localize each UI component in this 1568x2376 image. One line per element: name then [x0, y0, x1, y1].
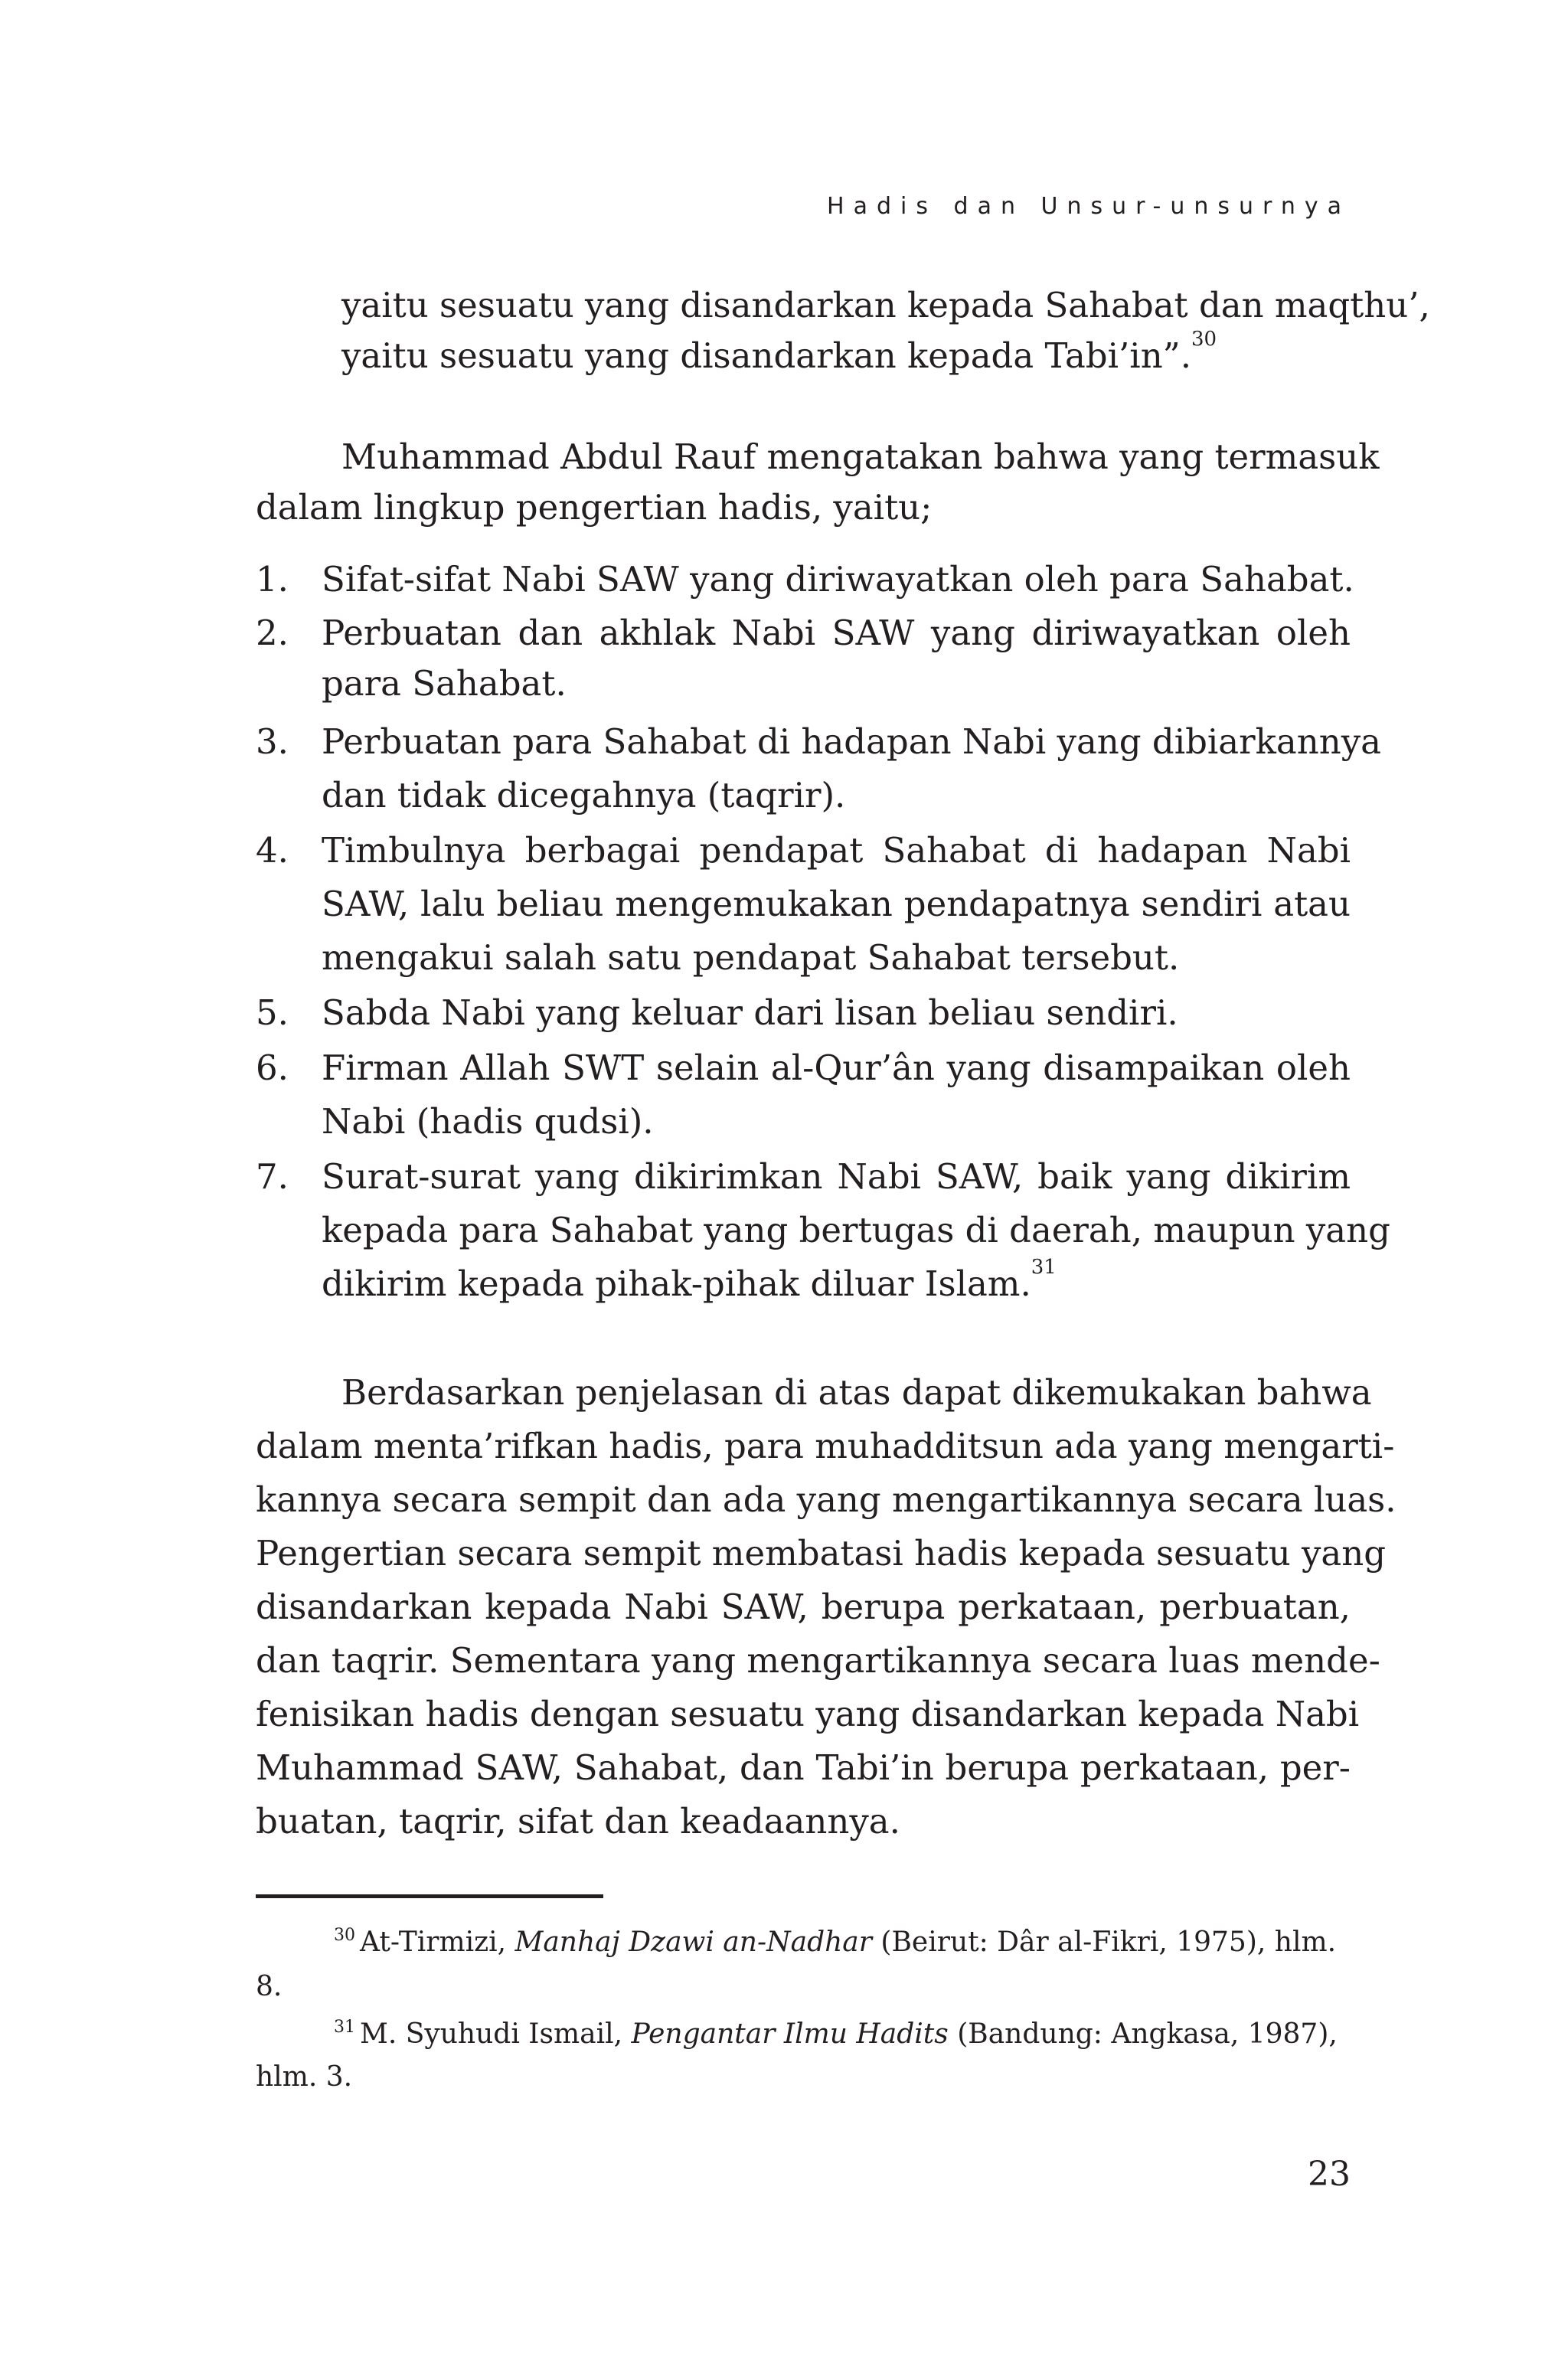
footnote-divider — [256, 1894, 603, 1898]
footnote-title: Pengantar Ilmu Hadits — [631, 2018, 949, 2050]
footnote-ref-31[interactable]: 31 — [1031, 1256, 1057, 1279]
list-text — [322, 1256, 1351, 1304]
paragraph-line: buatan, taqrir, sifat dan keadaannya. — [256, 1801, 900, 1842]
paragraph-line: dan taqrir. Sementara yang mengartikannya secara luas mende- — [256, 1640, 1380, 1681]
paragraph-line: fenisikan hadis dengan sesuatu yang disandarkan kepada Nabi — [256, 1694, 1360, 1734]
footnote-details: (Beirut: Dâr al-Fikri, 1975), hlm. — [871, 1927, 1337, 1958]
paragraph-line: Muhammad SAW, Sahabat, dan Tabi’in berupa perkataan, per- — [256, 1747, 1351, 1788]
paragraph-line: yaitu sesuatu yang disandarkan kepada Sahabat dan maqthu’, — [341, 285, 1430, 325]
list-text: para Sahabat. — [322, 663, 567, 704]
list-text: Sabda Nabi yang keluar dari lisan beliau sendiri. — [322, 992, 1178, 1033]
list-text: Timbulnya berbagai pendapat Sahabat di hadapan Nabi — [322, 830, 1351, 871]
list-number: 7. — [256, 1156, 289, 1197]
list-text: mengakui salah satu pendapat Sahabat tersebut. — [322, 937, 1180, 978]
footnote-author: M. Syuhudi Ismail, — [360, 2018, 632, 2050]
paragraph-line — [341, 328, 1351, 376]
list-text: Firman Allah SWT selain al-Qur’ân yang disampaikan oleh — [322, 1047, 1351, 1088]
list-number: 2. — [256, 613, 289, 653]
paragraph-line: disandarkan kepada Nabi SAW, berupa perkataan, perbuatan, — [256, 1587, 1351, 1627]
footnote-30 — [334, 1927, 1336, 1958]
list-text-segment: dikirim kepada pihak-pihak diluar Islam. — [322, 1263, 1031, 1304]
list-text: Perbuatan dan akhlak Nabi SAW yang diriwayatkan oleh — [322, 613, 1351, 653]
list-number: 4. — [256, 830, 289, 871]
list-text: SAW, lalu beliau mengemukakan pendapatnya sendiri atau — [322, 884, 1351, 924]
paragraph-line: Berdasarkan penjelasan di atas dapat dikemukakan bahwa — [341, 1372, 1372, 1413]
paragraph-line: dalam menta’rifkan hadis, para muhadditsun ada yang mengarti- — [256, 1426, 1395, 1466]
list-text: Surat-surat yang dikirimkan Nabi SAW, baik yang dikirim — [322, 1156, 1351, 1197]
footnote-details: (Bandung: Angkasa, 1987), — [948, 2018, 1338, 2050]
list-number: 5. — [256, 992, 289, 1033]
running-head: Hadis dan Unsur-unsurnya — [827, 193, 1351, 220]
footnote-continuation: 8. — [256, 1971, 283, 2002]
footnote-continuation: hlm. 3. — [256, 2061, 353, 2093]
footnote-title: Manhaj Dzawi an-Nadhar — [514, 1927, 872, 1958]
footnote-31 — [334, 2018, 1338, 2050]
list-text: Perbuatan para Sahabat di hadapan Nabi yang dibiarkannya — [322, 721, 1381, 762]
list-text: Nabi (hadis qudsi). — [322, 1101, 654, 1142]
paragraph-line: kannya secara sempit dan ada yang mengartikannya secara luas. — [256, 1479, 1396, 1520]
list-number: 1. — [256, 559, 289, 600]
page-number: 23 — [1308, 2155, 1351, 2194]
paragraph-line: dalam lingkup pengertian hadis, yaitu; — [256, 487, 933, 528]
footnote-ref-30[interactable]: 30 — [1191, 328, 1217, 351]
footnote-mark: 31 — [334, 2018, 355, 2037]
list-text: dan tidak dicegahnya (taqrir). — [322, 775, 846, 815]
footnote-mark: 30 — [334, 1926, 355, 1945]
list-text: kepada para Sahabat yang bertugas di daerah, maupun yang — [322, 1210, 1390, 1250]
paragraph-line: Muhammad Abdul Rauf mengatakan bahwa yang termasuk — [341, 436, 1380, 477]
paragraph-line: Pengertian secara sempit membatasi hadis kepada sesuatu yang — [256, 1533, 1387, 1574]
list-number: 3. — [256, 721, 289, 762]
paragraph-text: yaitu sesuatu yang disandarkan kepada Tabi’in”. — [341, 335, 1191, 376]
footnote-author: At-Tirmizi, — [360, 1927, 515, 1958]
list-text: Sifat-sifat Nabi SAW yang diriwayatkan oleh para Sahabat. — [322, 559, 1354, 600]
list-number: 6. — [256, 1047, 289, 1088]
